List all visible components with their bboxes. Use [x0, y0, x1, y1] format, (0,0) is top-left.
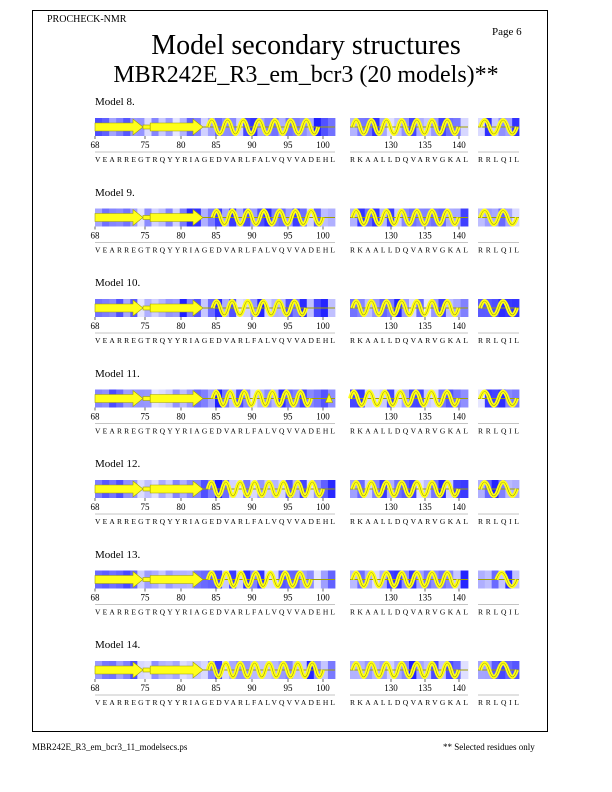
sequence-text: VEARREGTRQYYRIAGEDVARLFALVQVVADEHL [95, 698, 335, 707]
sequence-text: RKAALLDQVARVGKAL [350, 155, 468, 164]
tick-label: 95 [283, 140, 293, 150]
tick-label: 68 [90, 140, 100, 150]
tick-label: 75 [140, 592, 150, 603]
model-label: Model 14. [95, 639, 141, 651]
tick-label: 80 [176, 140, 186, 150]
model-label: Model 10. [95, 277, 141, 289]
tick-label: 100 [316, 321, 330, 331]
tick-label: 135 [418, 592, 432, 603]
tick-label: 90 [247, 230, 257, 241]
tick-label: 90 [247, 321, 257, 331]
strand-connector [143, 125, 150, 129]
tick-label: 95 [283, 230, 293, 241]
program-name: PROCHECK-NMR [47, 14, 127, 25]
tick-label: 140 [452, 502, 466, 512]
tick-label: 140 [452, 411, 466, 422]
tick-label: 100 [316, 592, 330, 603]
tick-label: 100 [316, 140, 330, 150]
sequence-text: RKAALLDQVARVGKAL [350, 698, 468, 707]
tick-label: 95 [283, 502, 293, 512]
tick-label: 85 [211, 140, 221, 150]
tick-label: 68 [90, 321, 100, 331]
tick-label: 90 [247, 502, 257, 512]
footer-note: ** Selected residues only [443, 742, 535, 752]
sequence-text: VEARREGTRQYYRIAGEDVARLFALVQVVADEHL [95, 426, 335, 436]
tick-label: 85 [211, 592, 221, 603]
tick-label: 75 [140, 411, 150, 422]
strand-connector [143, 216, 150, 220]
tick-label: 100 [316, 230, 330, 241]
tick-label: 75 [140, 140, 150, 150]
tick-label: 130 [384, 321, 398, 331]
strand-connector [143, 487, 150, 491]
tick-label: 130 [384, 140, 398, 150]
tick-label: 135 [418, 230, 432, 241]
tick-label: 130 [384, 230, 398, 241]
tick-label: 130 [384, 683, 398, 693]
sequence-text: RRLQIL [478, 336, 519, 345]
tick-label: 90 [247, 592, 257, 603]
tick-label: 68 [90, 592, 100, 603]
tick-label: 95 [283, 592, 293, 603]
tick-label: 100 [316, 502, 330, 512]
strand-connector [143, 668, 150, 672]
sequence-text: RRLQIL [478, 698, 519, 707]
sequence-text: RRLQIL [478, 155, 519, 164]
strand-connector [143, 306, 150, 310]
tick-label: 85 [211, 502, 221, 512]
model-label: Model 8. [95, 96, 135, 108]
strand-connector [143, 578, 150, 582]
tick-label: 68 [90, 411, 100, 422]
model-label: Model 9. [95, 186, 135, 199]
model-label: Model 11. [95, 367, 140, 380]
tick-label: 140 [452, 140, 466, 150]
tick-label: 68 [90, 683, 100, 693]
sequence-text: RKAALLDQVARVGKAL [350, 245, 468, 255]
tick-label: 100 [316, 683, 330, 693]
sequence-text: RRLQIL [478, 517, 519, 526]
tick-label: 135 [418, 140, 432, 150]
tick-label: 130 [384, 592, 398, 603]
tick-label: 90 [247, 411, 257, 422]
tick-label: 80 [176, 502, 186, 512]
tick-label: 135 [418, 411, 432, 422]
footer-filename: MBR242E_R3_em_bcr3_11_modelsecs.ps [32, 742, 188, 752]
tick-label: 140 [452, 683, 466, 693]
tick-label: 130 [384, 411, 398, 422]
tick-label: 95 [283, 321, 293, 331]
sequence-text: RKAALLDQVARVGKAL [350, 517, 468, 526]
tick-label: 75 [140, 502, 150, 512]
tick-label: 80 [176, 411, 186, 422]
tick-label: 95 [283, 411, 293, 422]
tick-label: 75 [140, 321, 150, 331]
tick-label: 135 [418, 502, 432, 512]
tick-label: 80 [176, 321, 186, 331]
tick-label: 135 [418, 683, 432, 693]
tick-label: 130 [384, 502, 398, 512]
tick-label: 140 [452, 230, 466, 241]
tick-label: 85 [211, 683, 221, 693]
model-label: Model 13. [95, 548, 141, 561]
sequence-text: RKAALLDQVARVGKAL [350, 336, 468, 345]
sequence-text: VEARREGTRQYYRIAGEDVARLFALVQVVADEHL [95, 155, 335, 164]
sequence-text: RRLQIL [478, 245, 519, 255]
tick-label: 140 [452, 321, 466, 331]
sequence-text: RKAALLDQVARVGKAL [350, 426, 468, 436]
tick-label: 68 [90, 502, 100, 512]
sequence-text: RRLQIL [478, 607, 519, 617]
tick-label: 75 [140, 230, 150, 241]
tick-label: 75 [140, 683, 150, 693]
tick-label: 100 [316, 411, 330, 422]
tick-label: 90 [247, 683, 257, 693]
tick-label: 135 [418, 321, 432, 331]
model-label: Model 12. [95, 458, 141, 470]
strand-connector [143, 397, 150, 401]
tick-label: 85 [211, 230, 221, 241]
tick-label: 80 [176, 230, 186, 241]
tick-label: 140 [452, 592, 466, 603]
tick-label: 85 [211, 411, 221, 422]
sequence-text: VEARREGTRQYYRIAGEDVARLFALVQVVADEHL [95, 336, 335, 345]
page-title: Model secondary structures [151, 30, 461, 61]
tick-label: 80 [176, 683, 186, 693]
sequence-text: RKAALLDQVARVGKAL [350, 607, 468, 617]
sequence-text: VEARREGTRQYYRIAGEDVARLFALVQVVADEHL [95, 607, 335, 617]
sequence-text: VEARREGTRQYYRIAGEDVARLFALVQVVADEHL [95, 245, 335, 255]
sequence-text: RRLQIL [478, 426, 519, 436]
tick-label: 80 [176, 592, 186, 603]
tick-label: 68 [90, 230, 100, 241]
tick-label: 90 [247, 140, 257, 150]
sequence-text: VEARREGTRQYYRIAGEDVARLFALVQVVADEHL [95, 517, 335, 526]
page-number: Page 6 [492, 26, 522, 38]
tick-label: 95 [283, 683, 293, 693]
page-subtitle: MBR242E_R3_em_bcr3 (20 models)** [113, 62, 499, 88]
tick-label: 85 [211, 321, 221, 331]
